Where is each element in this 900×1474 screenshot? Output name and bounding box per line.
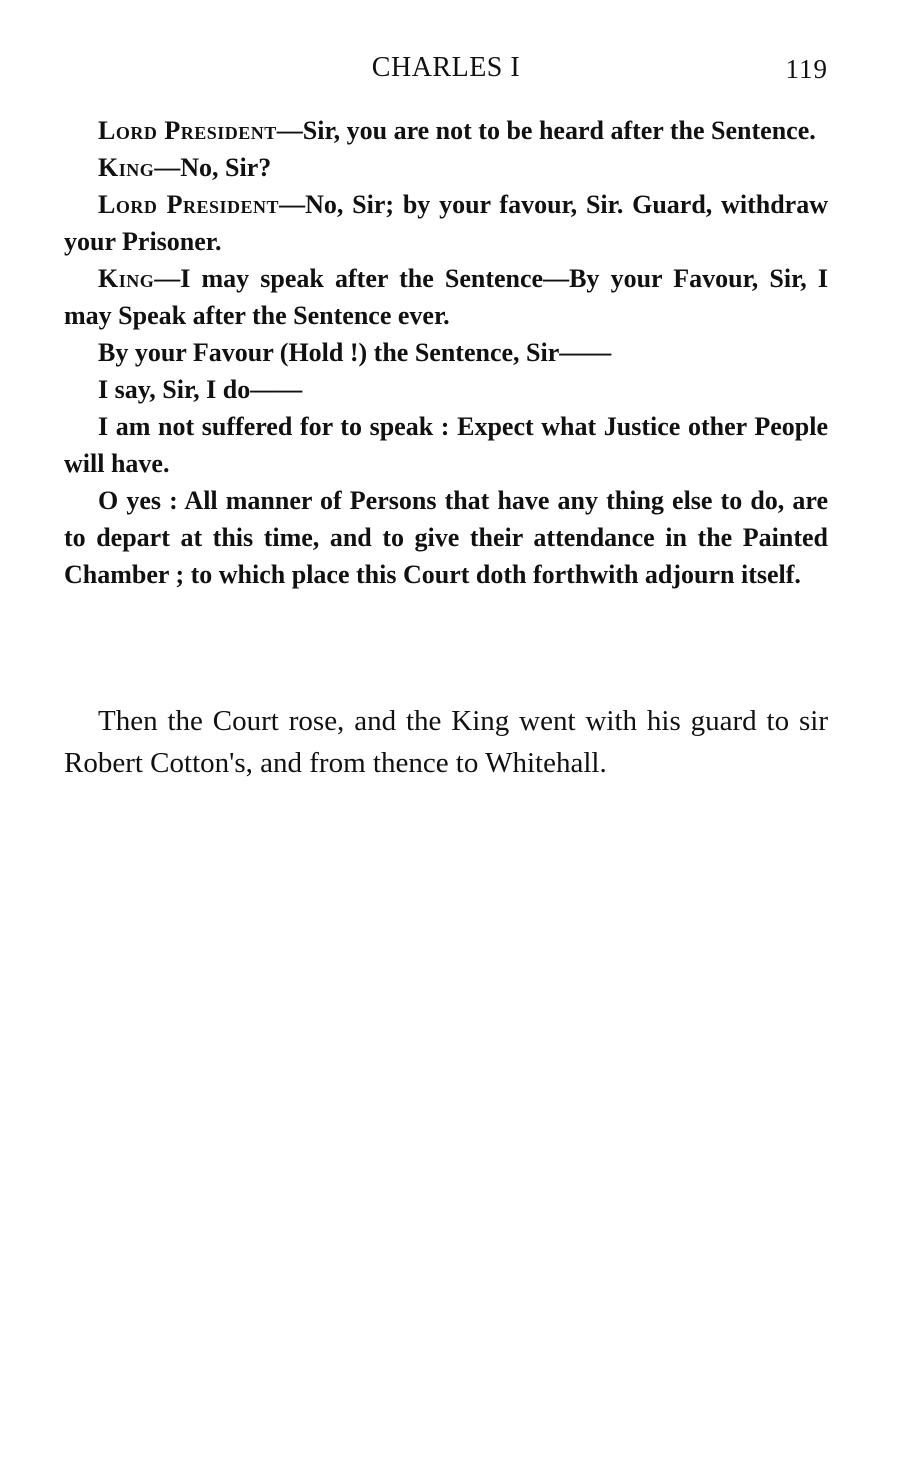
speaker-name: Lord President — [98, 190, 280, 219]
speaker-name: King — [98, 153, 155, 182]
dialogue-paragraph — [64, 334, 828, 371]
speaker-name: Lord President — [98, 116, 277, 145]
dialogue-paragraph — [64, 260, 828, 334]
dialogue-text: —Sir, you are not to be heard after the Sentence. — [276, 116, 816, 145]
dialogue-text: O yes : All manner of Persons that have any thing else to do, are to depart at this time, and to give their attendance in the Painted Chamber ; to which place this Court doth forthwith adjourn itself. — [64, 486, 828, 589]
dialogue-paragraph — [64, 482, 828, 593]
dialogue-text: I say, Sir, I do—— — [98, 375, 303, 404]
page-header — [64, 52, 828, 96]
dialogue-paragraph — [64, 371, 828, 408]
dialogue-text: —No, Sir? — [154, 153, 272, 182]
dialogue-text: —No, Sir; by your favour, Sir. Guard, withdraw your Prisoner. — [64, 190, 828, 256]
trial-dialogue — [64, 112, 828, 593]
dialogue-paragraph — [64, 408, 828, 482]
dialogue-paragraph — [64, 186, 828, 260]
closing-paragraph: Then the Court rose, and the King went with his guard to sir Robert Cotton's, and from thence to Whitehall. — [64, 705, 828, 779]
running-title: CHARLES I — [371, 52, 521, 83]
dialogue-text: I am not suffered for to speak : Expect what Justice other People will have. — [64, 412, 828, 478]
page-number: 119 — [785, 54, 828, 84]
dialogue-paragraph — [64, 149, 828, 186]
speaker-name: King — [98, 264, 155, 293]
dialogue-text: —I may speak after the Sentence—By your Favour, Sir, I may Speak after the Sentence ever. — [64, 264, 828, 330]
dialogue-text: By your Favour (Hold !) the Sentence, Sir—— — [98, 338, 612, 367]
dialogue-paragraph — [64, 112, 828, 149]
